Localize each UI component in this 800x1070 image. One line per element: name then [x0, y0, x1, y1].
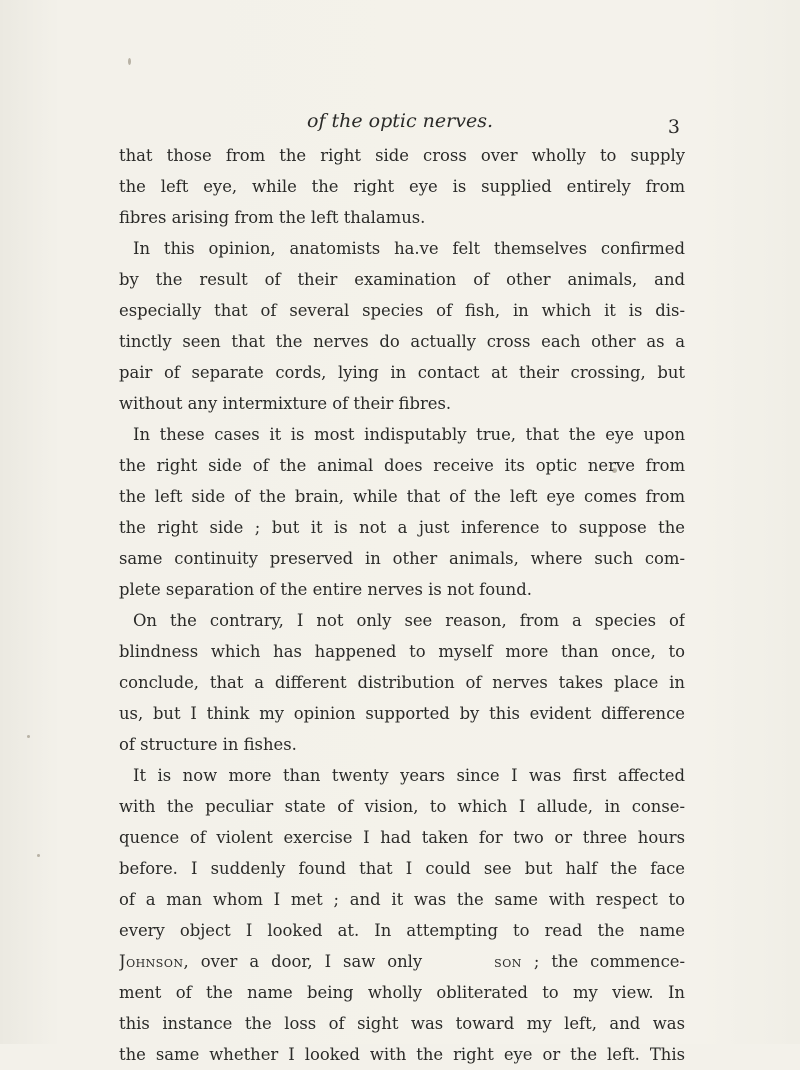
- text-line: tinctly seen that the nerves do actually cross each other as a: [119, 332, 685, 351]
- text-line: blindness which has happened to myself more than once, to: [119, 642, 685, 661]
- text-line: before. I suddenly found that I could see but half the face: [119, 859, 685, 878]
- text-line: with the peculiar state of vision, to which I allude, in conse-: [119, 797, 685, 816]
- text-line: this instance the loss of sight was toward my left, and was: [119, 1014, 685, 1033]
- paper-speck: [27, 735, 30, 738]
- text-line: especially that of several species of fish, in which it is dis-: [119, 301, 685, 320]
- text-line: us, but I think my opinion supported by this evident difference: [119, 704, 685, 723]
- text-line: the right side ; but it is not a just inference to suppose the: [119, 518, 685, 537]
- text-line: by the result of their examination of other animals, and: [119, 270, 685, 289]
- page-number: 3: [667, 116, 680, 138]
- text-line: On the contrary, I not only see reason, from a species of: [133, 611, 685, 630]
- text-line: the same whether I looked with the right eye or the left. This: [119, 1045, 685, 1064]
- text-line: conclude, that a different distribution of nerves takes place in: [119, 673, 685, 692]
- body-text: [119, 140, 685, 1070]
- small-caps-son: son: [494, 952, 522, 971]
- paper-speck: [37, 854, 40, 857]
- text-line: same continuity preserved in other animals, where such com-: [119, 549, 685, 568]
- text-line: the left eye, while the right eye is supplied entirely from: [119, 177, 685, 196]
- text-line: pair of separate cords, lying in contact at their crossing, but: [119, 363, 685, 382]
- text-line-with-small-caps: [119, 946, 685, 977]
- text-line: quence of violent exercise I had taken for two or three hours: [119, 828, 685, 847]
- text-line: the left side of the brain, while that of the left eye comes from: [119, 487, 685, 506]
- text-line: plete separation of the entire nerves is not found.: [119, 580, 532, 599]
- text-line: without any intermixture of their fibres.: [119, 394, 452, 413]
- text-line: fibres arising from the left thalamus.: [119, 208, 426, 227]
- paper-speck: [128, 58, 131, 65]
- text-line: It is now more than twenty years since I was first affected: [133, 766, 685, 785]
- text-line: of a man whom I met ; and it was the same with respect to: [119, 890, 685, 909]
- line-fragment: , over a door, I saw only: [183, 952, 423, 971]
- text-line: every object I looked at. In attempting to read the name: [119, 921, 685, 940]
- running-head: [120, 110, 680, 140]
- text-line: ment of the name being wholly obliterated to my view. In: [119, 983, 685, 1002]
- small-caps-name: Johnson: [119, 952, 184, 971]
- line-fragment: ; the commence-: [521, 952, 685, 971]
- text-line: of structure in fishes.: [119, 735, 297, 754]
- running-title: of the optic nerves.: [307, 110, 493, 132]
- text-line: that those from the right side cross over wholly to supply: [119, 146, 685, 165]
- text-line: In this opinion, anatomists ha.ve felt themselves confirmed: [133, 239, 685, 258]
- text-line: In these cases it is most indisputably true, that the eye upon: [133, 425, 685, 444]
- text-line: the right side of the animal does receive its optic nerve from: [119, 456, 685, 475]
